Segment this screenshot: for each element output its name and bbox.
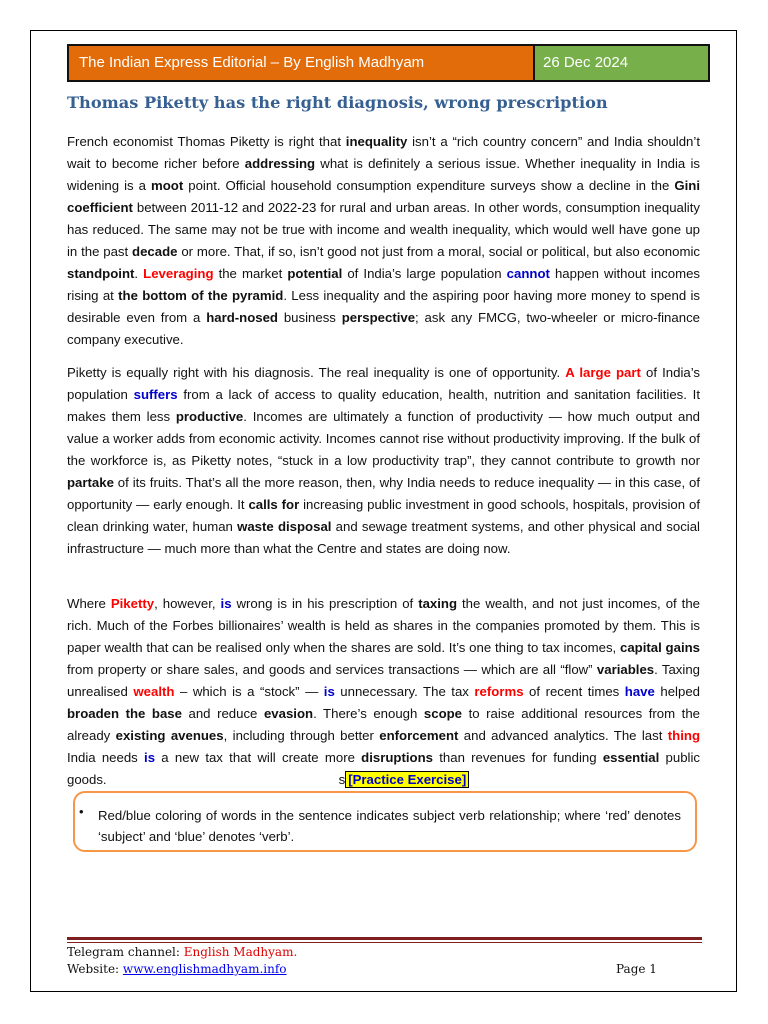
verb-word: is xyxy=(323,684,335,699)
telegram-channel-name: English Madhyam. xyxy=(183,945,298,959)
verb-word: have xyxy=(624,684,655,699)
subject-word: Leveraging xyxy=(143,266,214,281)
verb-word: suffers xyxy=(133,387,178,402)
verb-word: cannot xyxy=(506,266,550,281)
paragraph-2: Piketty is equally right with his diagnosis. The real inequality is one of opportunity. A large part of India’s population suffers from a lack of access to quality education, health, nutrition and sanitation facilities. It makes them less productive. Incomes are ultimately a function of productivity — how much output and value a worker adds from economic activity. Incomes cannot rise without productivity improving. If the bulk of the workforce is, as Piketty notes, “stuck in a low productivity trap”, they cannot contribute to growth nor partake of its fruits. That’s all the more reason, then, why India needs to reduce inequality — in this case, of opportunity — early enough. It calls for increasing public investment in good schools, hospitals, provision of clean drinking water, human waste disposal and sewage treatment systems, and other physical and social infrastructure — much more than what the Centre and states are doing now. xyxy=(67,365,700,556)
page-number: Page 1 xyxy=(616,962,657,976)
header-date: 26 Dec 2024 xyxy=(535,46,708,80)
footer-telegram: Telegram channel: English Madhyam. xyxy=(67,945,298,959)
note-text: Red/blue coloring of words in the sentence indicates subject verb relationship; where ‘red’ denotes ‘subject’ and ‘blue’ denotes ‘verb’. xyxy=(98,808,681,844)
header-bar xyxy=(67,44,710,82)
subject-word: thing xyxy=(667,728,701,743)
subject-word: wealth xyxy=(133,684,175,699)
subject-word: reforms xyxy=(474,684,524,699)
note-box xyxy=(73,791,697,852)
practice-exercise-link[interactable]: [Practice Exercise] xyxy=(345,771,469,788)
verb-word: is xyxy=(220,596,232,611)
subject-word: Piketty xyxy=(110,596,155,611)
verb-word: is xyxy=(144,750,156,765)
paragraph-3: Where Piketty, however, is wrong is in his prescription of taxing the wealth, and not just incomes, of the rich. Much of the Forbes billionaires’ wealth is held as shares in the companies promoted by them. This is paper wealth that can be realised only when the shares are sold. It’s one thing to tax incomes, capital gains from property or share sales, and goods and services transactions — which are all “flow” variables. Taxing unrealised wealth – which is a “stock” — is unnecessary. The tax reforms of recent times have helped broaden the base and reduce evasion. There’s enough scope to raise additional resources from the already existing avenues, including through better enforcement and advanced analytics. The last thing India needs is a new tax that will create more disruptions than revenues for funding essential public goods. s [Practice Exercise] xyxy=(67,596,701,787)
paragraph-1: French economist Thomas Piketty is right that inequality isn’t a “rich country concern” and India shouldn’t wait to become richer before addressing what is definitely a serious issue. Whether inequality in India is widening is a moot point. Official household consumption expenditure surveys show a decline in the Gini coefficient between 2011-12 and 2022-23 for rural and urban areas. In other words, consumption inequality has reduced. The same may not be true with income and wealth inequality, which would well have gone up in the past decade or more. That, if so, isn’t good not just from a moral, social or political, but also economic standpoint. Leveraging the market potential of India’s large population cannot happen without incomes rising at the bottom of the pyramid. Less inequality and the aspiring poor having more money to spend is desirable even from a hard-nosed business perspective; ask any FMCG, two-wheeler or micro-finance company executive. xyxy=(67,134,701,347)
footer-divider xyxy=(67,937,702,940)
website-link[interactable]: www.englishmadhyam.info xyxy=(122,962,287,976)
bullet-icon: • xyxy=(79,804,84,819)
footer-divider-thin xyxy=(67,942,702,943)
article-title: Thomas Piketty has the right diagnosis, wrong prescription xyxy=(67,93,608,112)
header-title: The Indian Express Editorial – By English Madhyam xyxy=(69,46,535,80)
footer-website: Website: www.englishmadhyam.info xyxy=(67,962,287,976)
subject-word: A large part xyxy=(565,365,641,380)
